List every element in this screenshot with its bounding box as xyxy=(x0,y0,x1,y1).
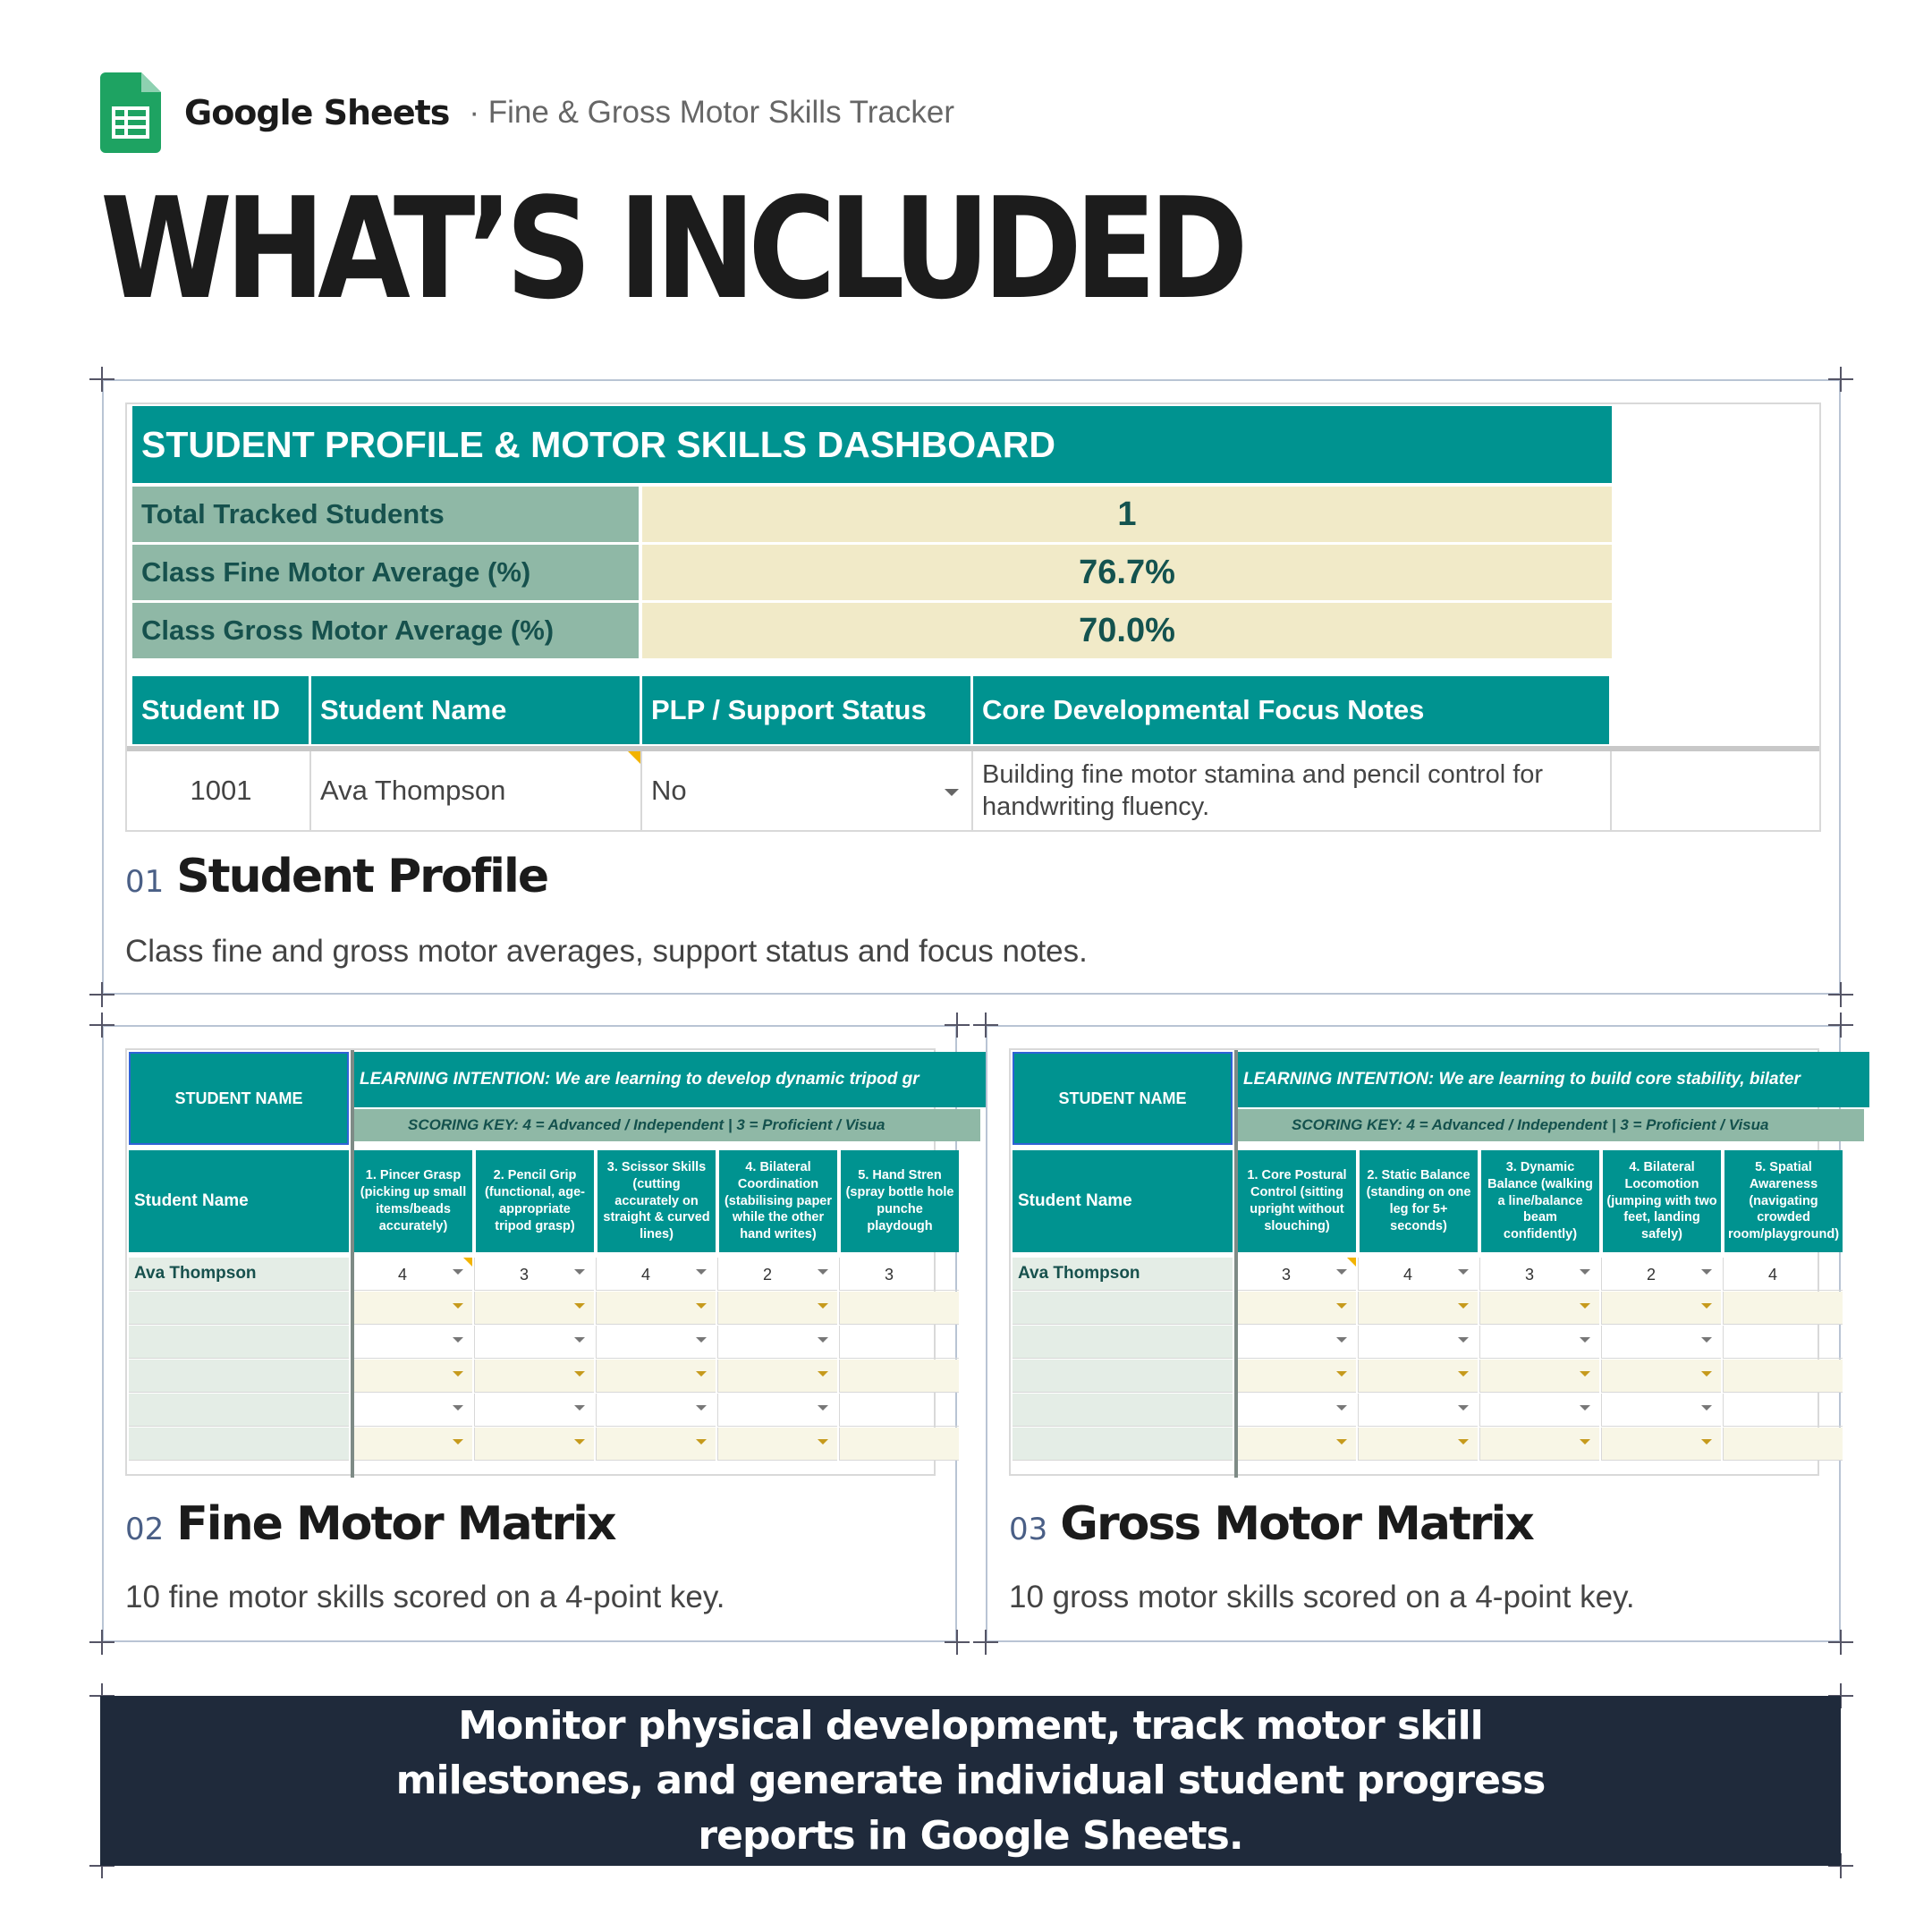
name-header-cell[interactable]: STUDENT NAME xyxy=(129,1052,349,1145)
stat-row xyxy=(132,603,1612,658)
score-dropdown[interactable]: 3 xyxy=(839,1258,959,1291)
google-sheets-icon xyxy=(100,72,161,153)
score-dropdown[interactable]: 2 xyxy=(1601,1258,1721,1291)
scoring-key: SCORING KEY: 4 = Advanced / Independent | 3 = Proficient / Visua xyxy=(354,1109,980,1141)
gross-motor-matrix xyxy=(1009,1048,1840,1476)
section-heading-fine xyxy=(125,1497,615,1551)
section-number: 01 xyxy=(125,864,165,900)
section-heading-gross xyxy=(1009,1497,1533,1551)
section-description: Class fine and gross motor averages, support status and focus notes. xyxy=(125,934,1088,969)
footer-text: Monitor physical development, track motor skill milestones, and generate individual student progress reports in Google Sheets. xyxy=(395,1702,1546,1859)
table-row xyxy=(1013,1360,1871,1394)
table-row xyxy=(129,1326,987,1360)
score-dropdown[interactable]: 4 xyxy=(1358,1258,1478,1291)
stat-value[interactable]: 1 xyxy=(642,487,1612,542)
stat-row xyxy=(132,545,1612,600)
table-row xyxy=(129,1292,987,1326)
skill-header: 2. Pencil Grip (functional, age-appropriate tripod grasp) xyxy=(474,1150,594,1252)
skill-header: 4. Bilateral Coordination (stabilising paper while the other hand writes) xyxy=(717,1150,837,1252)
comment-marker-icon xyxy=(628,751,640,764)
student-name-cell[interactable]: Ava Thompson xyxy=(129,1258,349,1291)
chevron-down-icon xyxy=(1458,1269,1469,1275)
skill-header: 1. Core Postural Control (sitting upright without slouching) xyxy=(1236,1150,1356,1252)
table-row xyxy=(129,1258,987,1292)
student-name-cell[interactable]: Ava Thompson xyxy=(1013,1258,1233,1291)
chevron-down-icon xyxy=(696,1269,707,1275)
table-row xyxy=(129,1394,987,1428)
student-name-cell[interactable] xyxy=(311,751,642,830)
score-dropdown[interactable]: 3 xyxy=(1236,1258,1356,1291)
student-name-header: Student Name xyxy=(1013,1150,1233,1252)
score-dropdown[interactable]: 4 xyxy=(1723,1258,1843,1291)
student-id-cell[interactable]: 1001 xyxy=(132,751,311,830)
column-header: PLP / Support Status xyxy=(642,676,973,744)
stat-label: Class Fine Motor Average (%) xyxy=(132,545,642,600)
dashboard-screenshot xyxy=(125,402,1821,832)
table-header xyxy=(132,676,1612,744)
chevron-down-icon xyxy=(818,1269,828,1275)
section-description: 10 gross motor skills scored on a 4-point key. xyxy=(1009,1580,1635,1614)
student-name-header: Student Name xyxy=(129,1150,349,1252)
learning-intention: LEARNING INTENTION: We are learning to build core stability, bilater xyxy=(1238,1052,1869,1107)
score-dropdown[interactable]: 3 xyxy=(474,1258,594,1291)
comment-marker-icon xyxy=(463,1258,472,1267)
chevron-down-icon xyxy=(453,1269,463,1275)
dashboard-title: STUDENT PROFILE & MOTOR SKILLS DASHBOARD xyxy=(132,406,1612,483)
skill-header: 2. Static Balance (standing on one leg for 5+ seconds) xyxy=(1358,1150,1478,1252)
skill-header: 3. Scissor Skills (cutting accurately on straight & curved lines) xyxy=(596,1150,716,1252)
skill-header: 1. Pincer Grasp (picking up small items/beads accurately) xyxy=(352,1150,472,1252)
chevron-down-icon xyxy=(1336,1269,1347,1275)
score-dropdown[interactable]: 4 xyxy=(352,1258,472,1291)
table-row xyxy=(132,751,1612,830)
skill-header: 5. Hand Stren (spray bottle hole punche playdough xyxy=(839,1150,959,1252)
footer-banner xyxy=(100,1696,1841,1866)
status-dropdown[interactable] xyxy=(642,751,973,830)
hero-title: WHAT’S INCLUDED xyxy=(100,167,1241,330)
column-header: Student Name xyxy=(311,676,642,744)
stat-row xyxy=(132,487,1612,542)
table-row xyxy=(1013,1428,1871,1462)
section-heading-profile xyxy=(125,850,547,903)
learning-intention: LEARNING INTENTION: We are learning to develop dynamic tripod gr xyxy=(354,1052,986,1107)
chevron-down-icon xyxy=(1580,1269,1590,1275)
brand-header xyxy=(100,72,954,154)
score-dropdown[interactable]: 2 xyxy=(717,1258,837,1291)
comment-marker-icon xyxy=(1347,1258,1356,1267)
brand-subtitle: · Fine & Gross Motor Skills Tracker xyxy=(469,95,954,130)
skill-header: 3. Dynamic Balance (walking a line/balance beam confidently) xyxy=(1479,1150,1599,1252)
table-row xyxy=(129,1360,987,1394)
status-value: No xyxy=(651,775,687,806)
score-dropdown[interactable]: 4 xyxy=(596,1258,716,1291)
section-title: Gross Motor Matrix xyxy=(1060,1497,1533,1551)
student-name-text: Ava Thompson xyxy=(320,775,506,806)
scoring-key: SCORING KEY: 4 = Advanced / Independent | 3 = Proficient / Visua xyxy=(1238,1109,1864,1141)
stat-label: Total Tracked Students xyxy=(132,487,642,542)
name-header-cell[interactable]: STUDENT NAME xyxy=(1013,1052,1233,1145)
column-header: Student ID xyxy=(132,676,311,744)
stat-value[interactable]: 70.0% xyxy=(642,603,1612,658)
score-dropdown[interactable]: 3 xyxy=(1479,1258,1599,1291)
brand-name: Google Sheets xyxy=(184,93,450,132)
section-title: Fine Motor Matrix xyxy=(176,1497,615,1551)
section-description: 10 fine motor skills scored on a 4-point key. xyxy=(125,1580,725,1614)
chevron-down-icon xyxy=(945,789,959,796)
stat-value[interactable]: 76.7% xyxy=(642,545,1612,600)
section-number: 03 xyxy=(1009,1512,1048,1547)
chevron-down-icon xyxy=(1701,1269,1712,1275)
table-row xyxy=(1013,1292,1871,1326)
table-row xyxy=(1013,1258,1871,1292)
section-number: 02 xyxy=(125,1512,165,1547)
skill-header: 4. Bilateral Locomotion (jumping with two feet, landing safely) xyxy=(1601,1150,1721,1252)
skill-header: 5. Spatial Awareness (navigating crowded room/playground) xyxy=(1723,1150,1843,1252)
stat-label: Class Gross Motor Average (%) xyxy=(132,603,642,658)
notes-cell[interactable]: Building fine motor stamina and pencil control for handwriting fluency. xyxy=(973,751,1612,830)
section-title: Student Profile xyxy=(176,850,548,903)
column-header: Core Developmental Focus Notes xyxy=(973,676,1612,744)
table-row xyxy=(1013,1394,1871,1428)
fine-motor-matrix xyxy=(125,1048,954,1476)
chevron-down-icon xyxy=(574,1269,585,1275)
table-row xyxy=(1013,1326,1871,1360)
table-row xyxy=(129,1428,987,1462)
